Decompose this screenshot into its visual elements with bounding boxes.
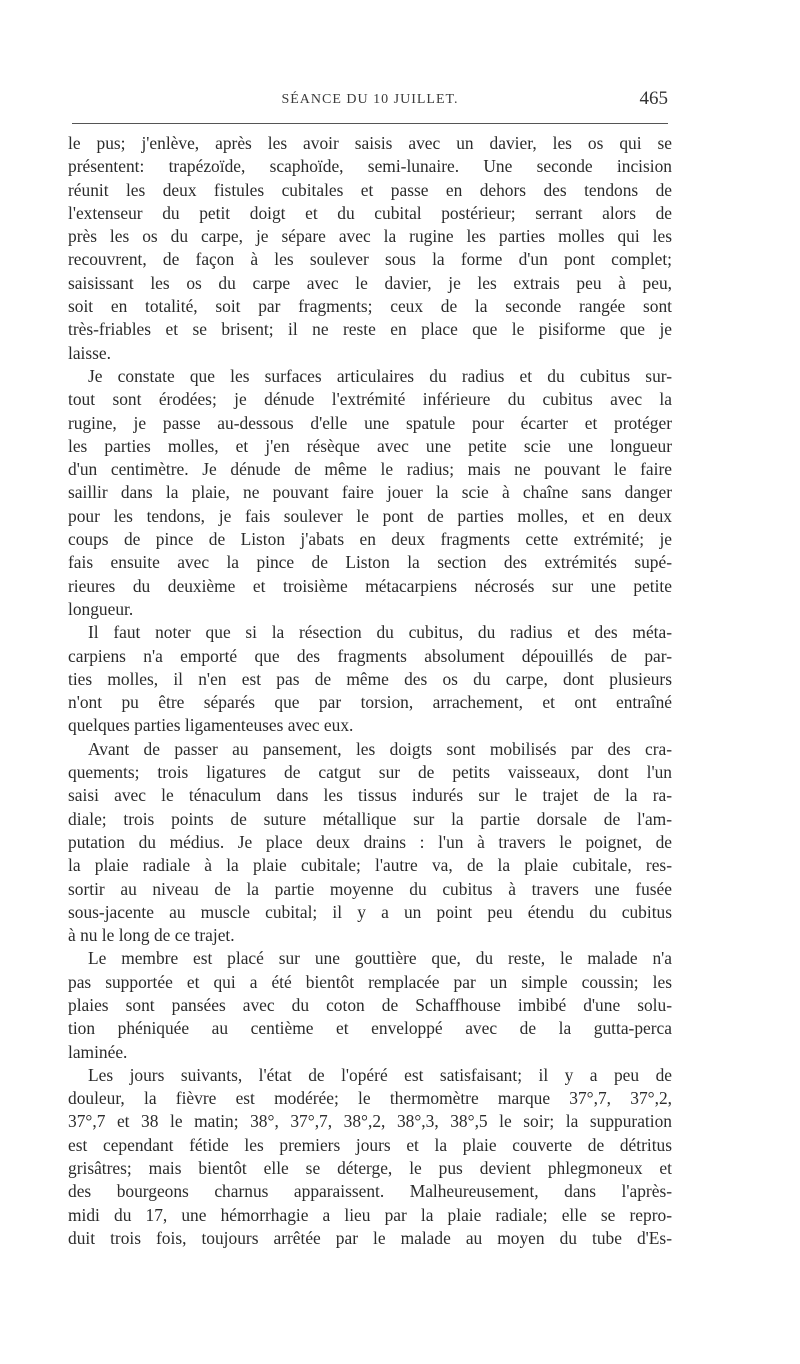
text-line: rugine, je passe au-dessous d'elle une spatule pour écarter et protéger bbox=[68, 412, 672, 433]
text-line: n'ont pu être séparés que par torsion, arrachement, et ont entraîné bbox=[68, 692, 672, 713]
text-line: ties molles, il n'en est pas de même des os du carpe, dont plusieurs bbox=[68, 668, 672, 689]
text-line: quelques parties ligamenteuses avec eux. bbox=[68, 715, 354, 736]
text-line: Avant de passer au pansement, les doigts sont mobilisés par des cra- bbox=[88, 738, 672, 759]
running-title: SÉANCE DU 10 JUILLET. bbox=[281, 92, 459, 107]
text-line: laisse. bbox=[68, 342, 111, 363]
text-line: les parties molles, et j'en résèque avec une petite scie une longueur bbox=[68, 435, 672, 456]
text-line: est cependant fétide les premiers jours et la plaie couverte de détritus bbox=[68, 1134, 672, 1155]
text-line: des bourgeons charnus apparaissent. Malheureusement, dans l'après- bbox=[68, 1181, 672, 1202]
text-line: saisissant les os du carpe avec le davier, je les extrais peu à peu, bbox=[68, 272, 672, 293]
text-line: Il faut noter que si la résection du cubitus, du radius et des méta- bbox=[88, 622, 672, 643]
text-line: réunit les deux fistules cubitales et passe en dehors des tendons de bbox=[68, 179, 672, 200]
text-line: saisi avec le ténaculum dans les tissus indurés sur le trajet de la ra- bbox=[68, 785, 672, 806]
text-line: Le membre est placé sur une gouttière que, du reste, le malade n'a bbox=[88, 948, 672, 969]
text-line: fais ensuite avec la pince de Liston la section des extrémités supé- bbox=[68, 552, 672, 573]
text-line: près les os du carpe, je sépare avec la rugine les parties molles qui les bbox=[68, 226, 672, 247]
text-line: douleur, la fièvre est modérée; le thermomètre marque 37°,7, 37°,2, bbox=[68, 1088, 672, 1109]
header-rule bbox=[72, 123, 668, 124]
text-line: la plaie radiale à la plaie cubitale; l'autre va, de la plaie cubitale, res- bbox=[68, 855, 672, 876]
text-line: midi du 17, une hémorrhagie a lieu par la plaie radiale; elle se repro- bbox=[68, 1204, 672, 1225]
page-number: 465 bbox=[639, 88, 668, 109]
text-line: très-friables et se brisent; il ne reste en place que le pisiforme que je bbox=[68, 319, 672, 340]
text-line: duit trois fois, toujours arrêtée par le malade au moyen du tube d'Es- bbox=[68, 1227, 672, 1248]
text-line: longueur. bbox=[68, 598, 134, 619]
text-line: sous-jacente au muscle cubital; il y a un point peu étendu du cubitus bbox=[68, 901, 672, 922]
text-line: présentent: trapézoïde, scaphoïde, semi-lunaire. Une seconde incision bbox=[68, 156, 672, 177]
text-line: pour les tendons, je fais soulever le pont de parties molles, et en deux bbox=[68, 505, 672, 526]
text-line: soit en totalité, soit par fragments; ceux de la seconde rangée sont bbox=[68, 296, 672, 317]
text-line: saillir dans la plaie, ne pouvant faire jouer la scie à chaîne sans danger bbox=[68, 482, 672, 503]
text-line: quements; trois ligatures de catgut sur de petits vaisseaux, dont l'un bbox=[68, 762, 672, 783]
text-line: l'extenseur du petit doigt et du cubital postérieur; serrant alors de bbox=[68, 202, 672, 223]
text-line: pas supportée et qui a été bientôt remplacée par un simple coussin; les bbox=[68, 971, 672, 992]
page-header bbox=[72, 86, 668, 116]
body-text bbox=[68, 132, 672, 1250]
text-line: d'un centimètre. Je dénude de même le radius; mais ne pouvant le faire bbox=[68, 459, 672, 480]
text-line: tion phéniquée au centième et enveloppé avec de la gutta-perca bbox=[68, 1018, 672, 1039]
text-line: diale; trois points de suture métallique sur la partie dorsale de l'am- bbox=[68, 808, 672, 829]
text-line: carpiens n'a emporté que des fragments absolument dépouillés de par- bbox=[68, 645, 672, 666]
text-line: Les jours suivants, l'état de l'opéré est satisfaisant; il y a peu de bbox=[88, 1064, 672, 1085]
text-line: le pus; j'enlève, après les avoir saisis avec un davier, les os qui se bbox=[68, 133, 672, 153]
text-line: tout sont érodées; je dénude l'extrémité inférieure du cubitus avec la bbox=[68, 389, 672, 410]
text-line: grisâtres; mais bientôt elle se déterge, le pus devient phlegmoneux et bbox=[68, 1158, 672, 1179]
text-line: Je constate que les surfaces articulaires du radius et du cubitus sur- bbox=[88, 365, 672, 386]
text-line: 37°,7 et 38 le matin; 38°, 37°,7, 38°,2, 38°,3, 38°,5 le soir; la suppuration bbox=[68, 1111, 672, 1132]
text-line: plaies sont pansées avec du coton de Schaffhouse imbibé d'une solu- bbox=[68, 994, 672, 1015]
text-line: laminée. bbox=[68, 1041, 128, 1062]
text-line: sortir au niveau de la partie moyenne du cubitus à travers une fusée bbox=[68, 878, 672, 899]
text-line: rieures du deuxième et troisième métacarpiens nécrosés sur une petite bbox=[68, 575, 672, 596]
text-line: putation du médius. Je place deux drains : l'un à travers le poignet, de bbox=[68, 831, 672, 852]
text-line: recouvrent, de façon à les soulever sous la forme d'un pont complet; bbox=[68, 249, 672, 270]
text-line: coups de pince de Liston j'abats en deux fragments cette extrémité; je bbox=[68, 529, 672, 550]
text-line: à nu le long de ce trajet. bbox=[68, 925, 235, 946]
